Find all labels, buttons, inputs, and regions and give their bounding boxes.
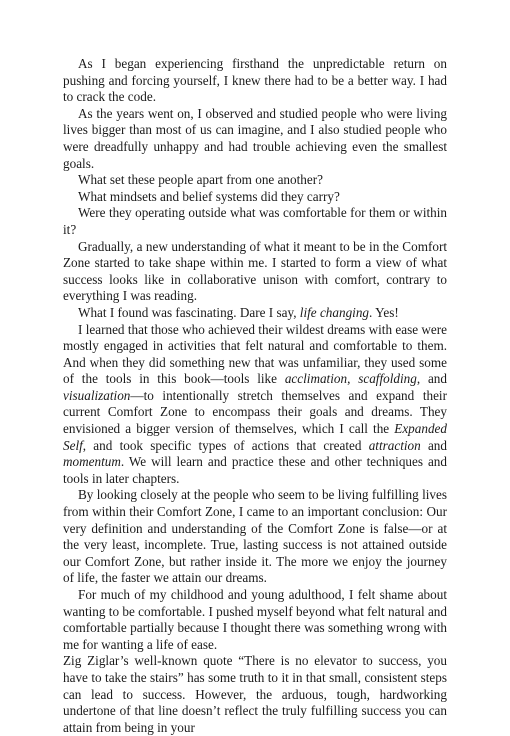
paragraph-text: I learned that those who achieved their wildest dreams with ease were mostly engaged in activities that felt natural and comfortable to them. And when they did something new that was unfamiliar, they used some of the tools in this book—tools like	[63, 321, 447, 387]
paragraph-text: By looking closely at the people who seem to be living fulfilling lives from within their Comfort Zone, I came to an important conclusion: Our very definition and understanding of the Comfort Zone is false—or at the very least, incomplete. True, lasting success is not attained outside our Comfort Zone, but rather inside it. The more we enjoy the journey of life, the faster we attain our dreams.	[63, 487, 447, 586]
paragraph-6	[63, 239, 447, 305]
paragraph-text: , and took specific types of actions that created	[82, 437, 369, 453]
question-1	[63, 172, 447, 189]
paragraph-text: . Yes!	[369, 304, 399, 320]
paragraph-text: What set these people apart from one another?	[78, 172, 323, 188]
emphasis-text: momentum	[63, 454, 121, 470]
paragraph-text: What I found was fascinating. Dare I say,	[78, 304, 300, 320]
paragraph-8	[63, 322, 447, 488]
paragraph-2	[63, 106, 447, 172]
paragraph-text: and	[420, 437, 447, 453]
paragraph-text: ,	[347, 371, 359, 387]
book-page	[63, 56, 447, 736]
emphasis-text: life changing	[299, 304, 370, 320]
emphasis-text: Expanded Self	[63, 421, 447, 453]
paragraph-9	[63, 487, 447, 587]
paragraph-text: —to intentionally stretch themselves and expand their current Comfort Zone to encompass their goals and dreams. They envisioned a bigger version of themselves, which I call the	[63, 387, 447, 437]
paragraph-text: Gradually, a new understanding of what it meant to be in the Comfort Zone started to take shape within me. I started to form a view of what success looks like in collaborative unison with comfort, contrary to everything I was reading.	[63, 238, 447, 304]
emphasis-text: attraction	[368, 437, 421, 453]
paragraph-text: , and	[416, 371, 447, 387]
paragraph-11	[63, 653, 447, 736]
emphasis-text: scaffolding	[358, 371, 417, 387]
paragraph-text: Were they operating outside what was comfortable for them or within it?	[63, 205, 447, 237]
paragraph-text: Zig Ziglar’s well-known quote “There is no elevator to success, you have to take the stairs” has some truth to it in that small, consistent steps can lead to success. However, the arduous, tough, hardworking undertone of that line doesn’t reflect the truly fulfilling success you can attain from being in your	[63, 653, 447, 735]
paragraph-text: For much of my childhood and young adulthood, I felt shame about wanting to be comfortable. I pushed myself beyond what felt natural and comfortable partially because I thought there was something wrong with me for wanting a life of ease.	[63, 587, 447, 652]
question-2	[63, 189, 447, 206]
paragraph-7	[63, 305, 447, 322]
paragraph-text: What mindsets and belief systems did they carry?	[78, 188, 340, 204]
paragraph-text: As the years went on, I observed and studied people who were living lives bigger than most of us can imagine, and I also studied people who were dreadfully unhappy and had trouble achieving even the smallest goals.	[63, 105, 447, 171]
paragraph-text: . We will learn and practice these and other techniques and tools in later chapters.	[63, 454, 447, 486]
emphasis-text: visualization	[63, 387, 131, 403]
emphasis-text: acclimation	[284, 371, 348, 387]
paragraph-1	[63, 56, 447, 106]
question-3	[63, 205, 447, 238]
paragraph-text: As I began experiencing firsthand the unpredictable return on pushing and forcing yourself, I knew there had to be a better way. I had to crack the code.	[63, 56, 447, 105]
paragraph-10	[63, 587, 447, 653]
